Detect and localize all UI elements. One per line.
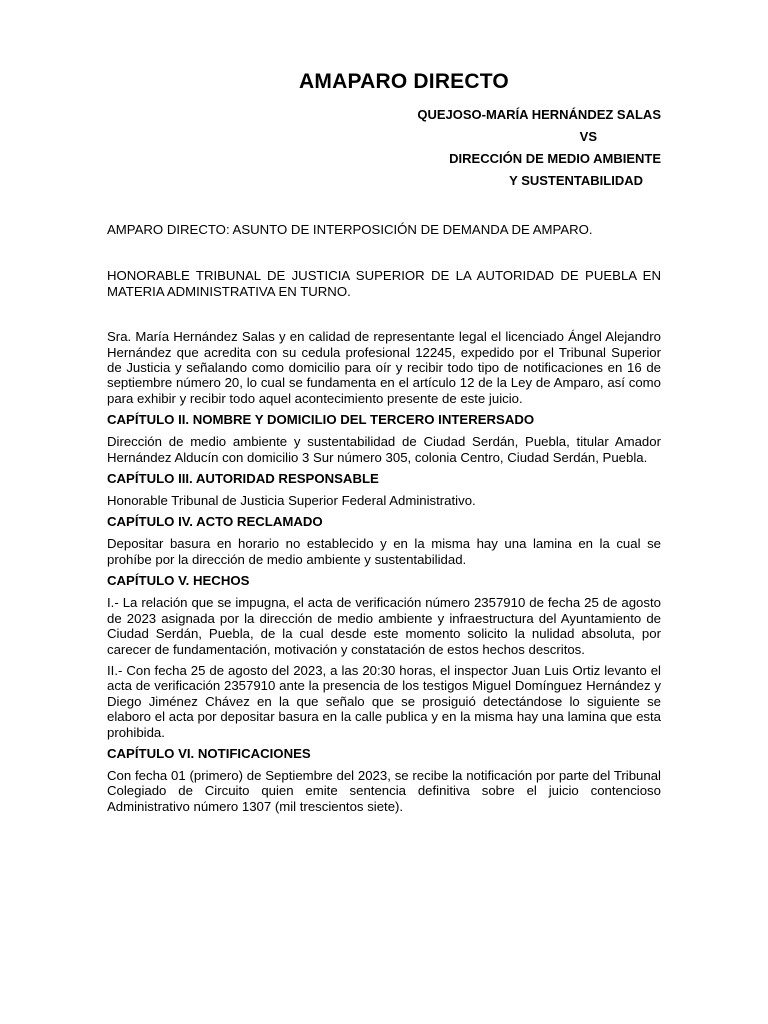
intro-paragraph: Sra. María Hernández Salas y en calidad de representante legal el licenciado Ángel Alejandro Hernández que acredita con su cedula profesional 12245, expedido por el Tribunal Superior de Justicia y señalando como domicilio para oír y recibir todo tipo de notificaciones en 16 de septiembre número 20, lo cual se fundamenta en el artículo 12 de la Ley de Amparo, así como para exhibir y recibir todo aquel acontecimiento presente de este juicio. — [107, 329, 661, 406]
authority-line-2: Y SUSTENTABILIDAD — [509, 173, 643, 188]
chapter-2-body: Dirección de medio ambiente y sustentabilidad de Ciudad Serdán, Puebla, titular Amador Hernández Alducín con domicilio 3 Sur número 305, colonia Centro, Ciudad Serdán, Puebla. — [107, 434, 661, 465]
chapter-3-heading: CAPÍTULO III. AUTORIDAD RESPONSABLE — [107, 471, 379, 487]
chapter-5-fact-2: II.- Con fecha 25 de agosto del 2023, a las 20:30 horas, el inspector Juan Luis Ortiz levanto el acta de verificación 2357910 ante la presencia de los testigos Miguel Domínguez Hernández y Diego Jiménez Chávez en la que señalo que se prosiguió detectándose lo siguiente se elaboro el acta por depositar basura en la calle publica y en la misma hay una lamina que esta prohibida. — [107, 662, 661, 740]
chapter-4-heading: CAPÍTULO IV. ACTO RECLAMADO — [107, 514, 323, 530]
chapter-3-body: Honorable Tribunal de Justicia Superior Federal Administrativo. — [107, 493, 476, 509]
versus-line: VS — [579, 129, 597, 144]
chapter-5-fact-1: I.- La relación que se impugna, el acta de verificación número 2357910 de fecha 25 de agosto de 2023 asignada por la dirección de medio ambiente y infraestructura del Ayuntamiento de Ciudad Serdán, Puebla, de la cual desde este momento solicito la nulidad absoluta, por carecer de fundamentación, motivación y constatación de estos hechos descritos. — [107, 595, 661, 657]
authority-line-1: DIRECCIÓN DE MEDIO AMBIENTE — [449, 151, 661, 166]
chapter-6-body: Con fecha 01 (primero) de Septiembre del 2023, se recibe la notificación por parte del Tribunal Colegiado de Circuito quien emite sentencia definitiva sobre el juicio contencioso Administrativo número 1307 (mil trescientos siete). — [107, 767, 661, 814]
chapter-6-heading: CAPÍTULO VI. NOTIFICACIONES — [107, 745, 311, 761]
complainant-line: QUEJOSO-MARÍA HERNÁNDEZ SALAS — [417, 107, 661, 122]
document-title: AMAPARO DIRECTO — [299, 70, 509, 93]
chapter-5-heading: CAPÍTULO V. HECHOS — [107, 573, 250, 589]
chapter-4-body: Depositar basura en horario no establecido y en la misma hay una lamina en la cual se prohíbe por la dirección de medio ambiente y sustentabilidad. — [107, 536, 661, 567]
document-page — [107, 70, 661, 814]
chapter-2-heading: CAPÍTULO II. NOMBRE Y DOMICILIO DEL TERCERO INTERERSADO — [107, 412, 535, 428]
subject-paragraph: AMPARO DIRECTO: ASUNTO DE INTERPOSICIÓN DE DEMANDA DE AMPARO. — [107, 222, 593, 237]
addressee-paragraph: HONORABLE TRIBUNAL DE JUSTICIA SUPERIOR DE LA AUTORIDAD DE PUEBLA EN MATERIA ADMINISTRATIVA EN TURNO. — [107, 268, 661, 299]
